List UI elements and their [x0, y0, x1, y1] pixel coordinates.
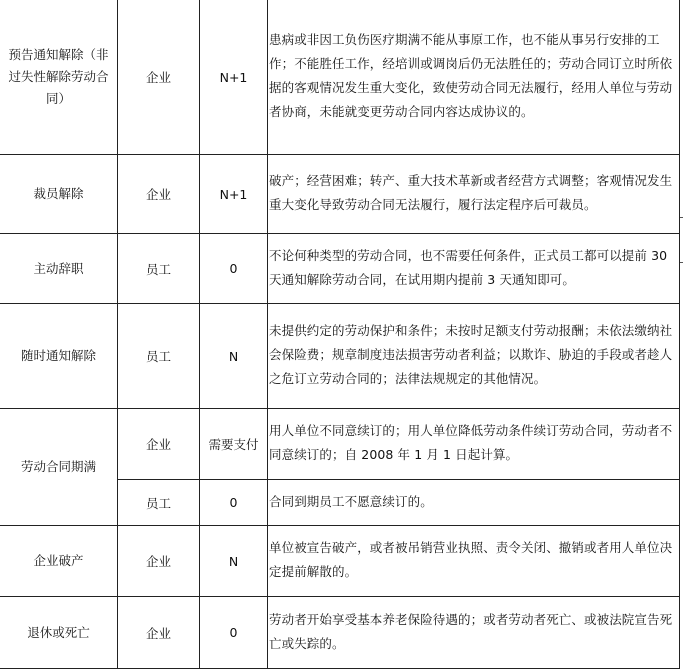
table-row [0, 526, 680, 597]
compensation-cell: N+1 [200, 155, 268, 234]
termination-type-cell: 预告通知解除（非过失性解除劳动合同） [0, 0, 118, 155]
party-cell: 企业 [118, 597, 200, 669]
table-row [0, 304, 680, 409]
conditions-cell: 不论何种类型的劳动合同，也不需要任何条件，正式员工都可以提前 30 天通知解除劳动合同，在试用期内提前 3 天通知即可。 [268, 234, 680, 304]
party-cell: 企业 [118, 526, 200, 597]
compensation-cell: N [200, 526, 268, 597]
compensation-cell: 0 [200, 234, 268, 304]
termination-type-cell: 企业破产 [0, 526, 118, 597]
party-cell: 员工 [118, 234, 200, 304]
compensation-cell: 0 [200, 597, 268, 669]
table-row [0, 234, 680, 304]
party-cell: 企业 [118, 409, 200, 480]
termination-type-cell: 退休或死亡 [0, 597, 118, 669]
conditions-cell: 患病或非因工负伤医疗期满不能从事原工作，也不能从事另行安排的工作；不能胜任工作，经培训或调岗后仍无法胜任的；劳动合同订立时所依据的客观情况发生重大变化，致使劳动合同无法履行，经用人单位与劳动者协商，未能就变更劳动合同内容达成协议的。 [268, 0, 680, 155]
compensation-cell: 需要支付 [200, 409, 268, 480]
compensation-cell: 0 [200, 480, 268, 526]
conditions-cell: 劳动者开始享受基本养老保险待遇的；或者劳动者死亡、或被法院宣告死亡或失踪的。 [268, 597, 680, 669]
compensation-cell: N [200, 304, 268, 409]
table-row [0, 0, 680, 155]
table-row [0, 597, 680, 669]
party-cell: 企业 [118, 0, 200, 155]
conditions-cell: 单位被宣告破产，或者被吊销营业执照、责令关闭、撤销或者用人单位决定提前解散的。 [268, 526, 680, 597]
table-row [0, 155, 680, 234]
termination-type-cell: 劳动合同期满 [0, 409, 118, 526]
conditions-cell: 破产；经营困难；转产、重大技术革新或者经营方式调整；客观情况发生重大变化导致劳动合同无法履行，履行法定程序后可裁员。 [268, 155, 680, 234]
party-cell: 企业 [118, 155, 200, 234]
party-cell: 员工 [118, 480, 200, 526]
termination-type-cell: 随时通知解除 [0, 304, 118, 409]
conditions-cell: 未提供约定的劳动保护和条件；未按时足额支付劳动报酬；未依法缴纳社会保险费；规章制度违法损害劳动者利益；以欺诈、胁迫的手段或者趁人之危订立劳动合同的；法律法规规定的其他情况。 [268, 304, 680, 409]
conditions-cell: 用人单位不同意续订的；用人单位降低劳动条件续订劳动合同，劳动者不同意续订的；自 2008 年 1 月 1 日起计算。 [268, 409, 680, 480]
conditions-cell: 合同到期员工不愿意续订的。 [268, 480, 680, 526]
termination-type-cell: 主动辞职 [0, 234, 118, 304]
termination-type-cell: 裁员解除 [0, 155, 118, 234]
table-row [0, 409, 680, 480]
party-cell: 员工 [118, 304, 200, 409]
compensation-cell: N+1 [200, 0, 268, 155]
